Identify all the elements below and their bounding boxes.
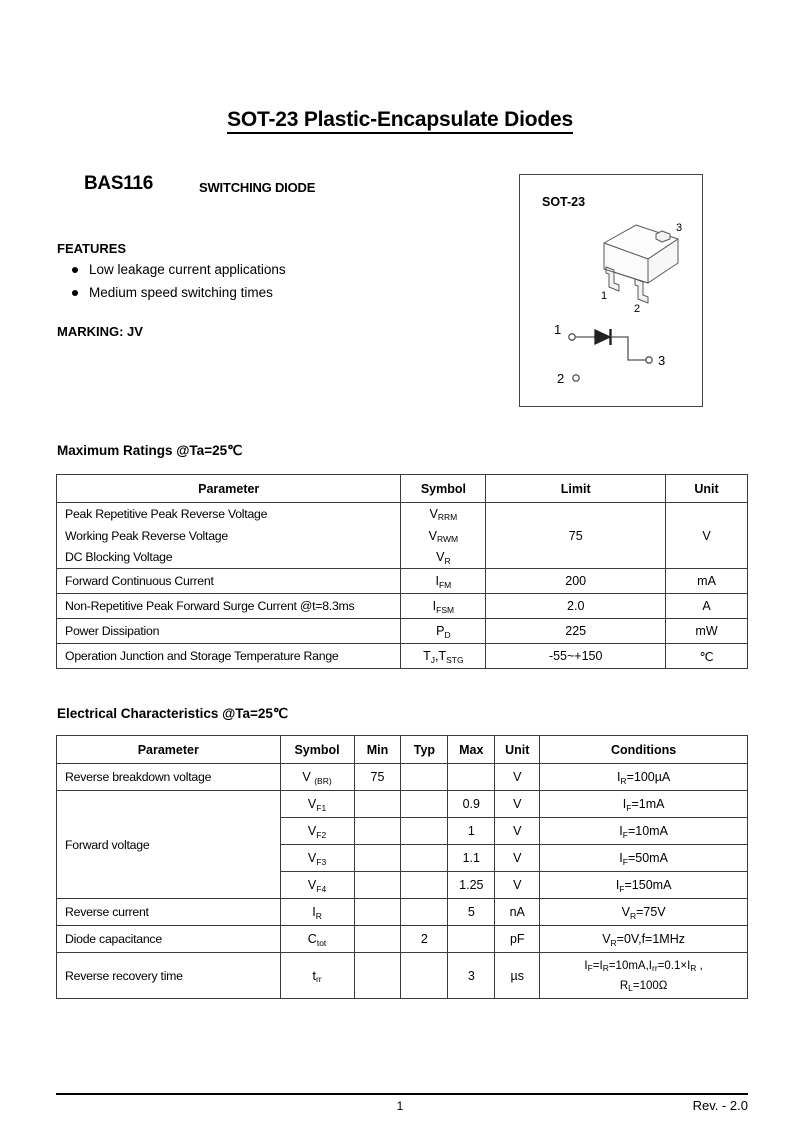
table-row (57, 594, 748, 619)
cell-conditions (540, 845, 748, 872)
cell-max: 1 (448, 818, 495, 845)
marking-label: MARKING: JV (57, 324, 143, 339)
symbol-sub: rr (315, 974, 322, 984)
cond-sub: F (619, 883, 625, 894)
symbol-base: I (432, 599, 437, 613)
symbol-base: T (423, 649, 431, 663)
cell-min (354, 926, 401, 953)
cell-symbol (401, 594, 486, 619)
cell-min (354, 953, 401, 999)
cell-typ (401, 764, 448, 791)
cell-unit: V (495, 791, 540, 818)
symbol-sub: R (444, 555, 451, 566)
package-pin-1-label: 1 (601, 290, 608, 302)
features-list (57, 258, 457, 304)
cell-min (354, 845, 401, 872)
cond-base: I (616, 770, 621, 784)
package-pin-3-label: 3 (676, 222, 683, 234)
bullet-icon (72, 267, 78, 273)
cond-rest: =150mA (624, 878, 672, 892)
table-row (57, 764, 748, 791)
symbol-base: C (307, 932, 317, 946)
cell-symbol (401, 619, 486, 644)
max-ratings-table (56, 474, 748, 669)
page-title-text: SOT-23 Plastic-Encapsulate Diodes (227, 108, 573, 134)
cell-parameter: Reverse breakdown voltage (57, 764, 281, 791)
cell-unit: V (495, 764, 540, 791)
column-header-symbol: Symbol (401, 475, 486, 503)
symbol-sub: FM (438, 579, 452, 590)
cell-min: 75 (354, 764, 401, 791)
cond-rest: =1mA (631, 797, 665, 811)
part-subtitle: SWITCHING DIODE (199, 180, 316, 195)
cell-typ (401, 818, 448, 845)
list-item (57, 258, 457, 281)
cell-unit: V (495, 845, 540, 872)
table-row (57, 569, 748, 594)
cell-parameter: DC Blocking Voltage (57, 547, 401, 569)
cell-unit: µs (495, 953, 540, 999)
cell-unit: V (495, 872, 540, 899)
cond-sub: F (626, 802, 632, 813)
cell-min (354, 818, 401, 845)
cell-symbol (401, 503, 486, 525)
column-header-typ: Typ (401, 736, 448, 764)
symbol-base: I (312, 905, 316, 919)
schematic-pin-3-label: 3 (658, 353, 666, 368)
schematic-pin-2-label: 2 (557, 371, 565, 386)
table-row (57, 503, 748, 525)
cond-sub: F (622, 829, 628, 840)
package-diagram-box (519, 174, 703, 407)
cell-unit: ℃ (666, 644, 748, 669)
symbol-sub: F4 (316, 883, 327, 894)
cell-max (448, 764, 495, 791)
cell-conditions (540, 953, 748, 999)
cond-rest: =100µA (626, 770, 671, 784)
symbol-base-2: ,T (435, 649, 447, 663)
symbol-base: V (302, 770, 315, 784)
cond-line-2: $R_L=100\Omega$ (619, 979, 668, 993)
cell-limit: 200 (486, 569, 666, 594)
column-header-parameter: Parameter (57, 475, 401, 503)
table-row (57, 953, 748, 999)
cell-parameter: Forward voltage (57, 791, 281, 899)
column-header-limit: Limit (486, 475, 666, 503)
cell-typ (401, 845, 448, 872)
package-name-label: SOT-23 (542, 195, 586, 209)
cell-conditions (540, 818, 748, 845)
table-header-row (57, 736, 748, 764)
symbol-sub: tot (316, 937, 327, 948)
cond-rest: =50mA (627, 851, 668, 865)
cell-min (354, 791, 401, 818)
table-row (57, 644, 748, 669)
column-header-symbol: Symbol (280, 736, 354, 764)
electrical-characteristics-heading: Electrical Characteristics @Ta=25℃ (57, 706, 289, 721)
column-header-parameter: Parameter (57, 736, 281, 764)
cond-sub: F (622, 856, 628, 867)
table-row (57, 899, 748, 926)
footer-divider (56, 1093, 748, 1095)
cond-sub: R (610, 937, 617, 948)
cond-base: V (602, 932, 611, 946)
cell-symbol (280, 791, 354, 818)
cell-conditions (540, 899, 748, 926)
cell-unit: V (666, 503, 748, 569)
feature-label: Low leakage current applications (89, 262, 286, 277)
cell-symbol (280, 818, 354, 845)
cell-limit: 75 (486, 503, 666, 569)
column-header-unit: Unit (666, 475, 748, 503)
electrical-characteristics-table (56, 735, 748, 999)
cell-max (448, 926, 495, 953)
column-header-unit: Unit (495, 736, 540, 764)
cell-typ (401, 953, 448, 999)
symbol-base: V (307, 797, 317, 811)
cell-conditions (540, 791, 748, 818)
table-row (57, 926, 748, 953)
symbol-base: V (307, 851, 317, 865)
cell-parameter: Reverse recovery time (57, 953, 281, 999)
cell-symbol (280, 899, 354, 926)
symbol-sub: F2 (316, 829, 327, 840)
cell-max: 0.9 (448, 791, 495, 818)
revision-label: Rev. - 2.0 (692, 1098, 748, 1113)
diode-schematic-icon (540, 315, 685, 393)
part-number: BAS116 (84, 173, 153, 194)
cell-max: 5 (448, 899, 495, 926)
table-header-row (57, 475, 748, 503)
package-pin-2-label: 2 (634, 303, 641, 313)
cell-symbol (280, 953, 354, 999)
symbol-sub-2: STG (446, 654, 464, 665)
cell-parameter: Power Dissipation (57, 619, 401, 644)
cell-parameter: Diode capacitance (57, 926, 281, 953)
symbol-base: t (312, 968, 316, 983)
cond-base: V (621, 905, 630, 919)
cell-symbol (401, 525, 486, 547)
cond-line-1: $I_F=I_R=10mA,I_{rr}=0.1\times I_R$ , (584, 959, 703, 973)
page-title (0, 108, 800, 132)
cell-unit: mW (666, 619, 748, 644)
cell-symbol (401, 644, 486, 669)
cond-base: I (619, 824, 623, 838)
cell-typ (401, 872, 448, 899)
symbol-sub: RRM (437, 512, 458, 523)
cell-unit: mA (666, 569, 748, 594)
cond-base: I (615, 878, 620, 892)
table-row (57, 619, 748, 644)
cell-symbol (401, 547, 486, 569)
symbol-sub: FSM (436, 604, 455, 615)
cell-typ (401, 791, 448, 818)
cell-unit: nA (495, 899, 540, 926)
cond-base: I (622, 797, 627, 811)
symbol-base: V (429, 506, 438, 521)
cell-conditions (540, 872, 748, 899)
cell-limit: -55~+150 (486, 644, 666, 669)
symbol-base: V (436, 550, 445, 565)
cell-parameter: Non-Repetitive Peak Forward Surge Current @t=8.3ms (57, 594, 401, 619)
symbol-base: P (436, 624, 445, 638)
cell-unit: A (666, 594, 748, 619)
table-row (57, 791, 748, 818)
cell-parameter: Forward Continuous Current (57, 569, 401, 594)
cell-conditions (540, 764, 748, 791)
symbol-base: V (307, 824, 317, 838)
cond-rest: =10mA (627, 824, 668, 838)
cond-base: I (619, 851, 623, 865)
cell-min (354, 899, 401, 926)
cell-parameter: Reverse current (57, 899, 281, 926)
symbol-sub: R (315, 910, 322, 921)
cell-symbol (280, 845, 354, 872)
cond-rest: =0V,f=1MHz (616, 932, 686, 946)
cell-symbol (280, 926, 354, 953)
cond-sub: R (620, 775, 627, 786)
schematic-pin-1-label: 1 (554, 322, 562, 337)
cell-parameter: Peak Repetitive Peak Reverse Voltage (57, 503, 401, 525)
symbol-sub: F3 (316, 856, 327, 867)
symbol-sub: F1 (316, 802, 327, 813)
bullet-icon (72, 290, 78, 296)
cond-sub: R (629, 910, 637, 921)
symbol-base: I (435, 574, 439, 588)
cell-conditions (540, 926, 748, 953)
cond-rest: =75V (636, 905, 666, 919)
symbol-sub: J (430, 654, 436, 665)
cell-unit: pF (495, 926, 540, 953)
cell-max: 1.1 (448, 845, 495, 872)
symbol-sub: D (444, 629, 451, 640)
cell-min (354, 872, 401, 899)
cell-max: 1.25 (448, 872, 495, 899)
feature-label: Medium speed switching times (89, 285, 273, 300)
cell-parameter: Working Peak Reverse Voltage (57, 525, 401, 547)
symbol-base: V (428, 528, 438, 543)
cell-typ: 2 (401, 926, 448, 953)
cell-symbol (280, 872, 354, 899)
column-header-conditions: Conditions (540, 736, 748, 764)
list-item (57, 281, 457, 304)
symbol-sub: RWM (437, 534, 459, 544)
cell-typ (401, 899, 448, 926)
sot23-package-3d-icon (578, 217, 690, 313)
column-header-max: Max (448, 736, 495, 764)
cell-unit: V (495, 818, 540, 845)
cell-parameter: Operation Junction and Storage Temperature Range (57, 644, 401, 669)
cell-symbol (280, 764, 354, 791)
max-ratings-heading: Maximum Ratings @Ta=25℃ (57, 443, 243, 458)
cell-symbol (401, 569, 486, 594)
cell-limit: 2.0 (486, 594, 666, 619)
page-number: 1 (396, 1099, 404, 1113)
cell-limit: 225 (486, 619, 666, 644)
symbol-base: V (307, 878, 317, 892)
cell-max: 3 (448, 953, 495, 999)
features-heading: FEATURES (57, 241, 127, 256)
symbol-sub: (BR) (314, 775, 332, 786)
column-header-min: Min (354, 736, 401, 764)
